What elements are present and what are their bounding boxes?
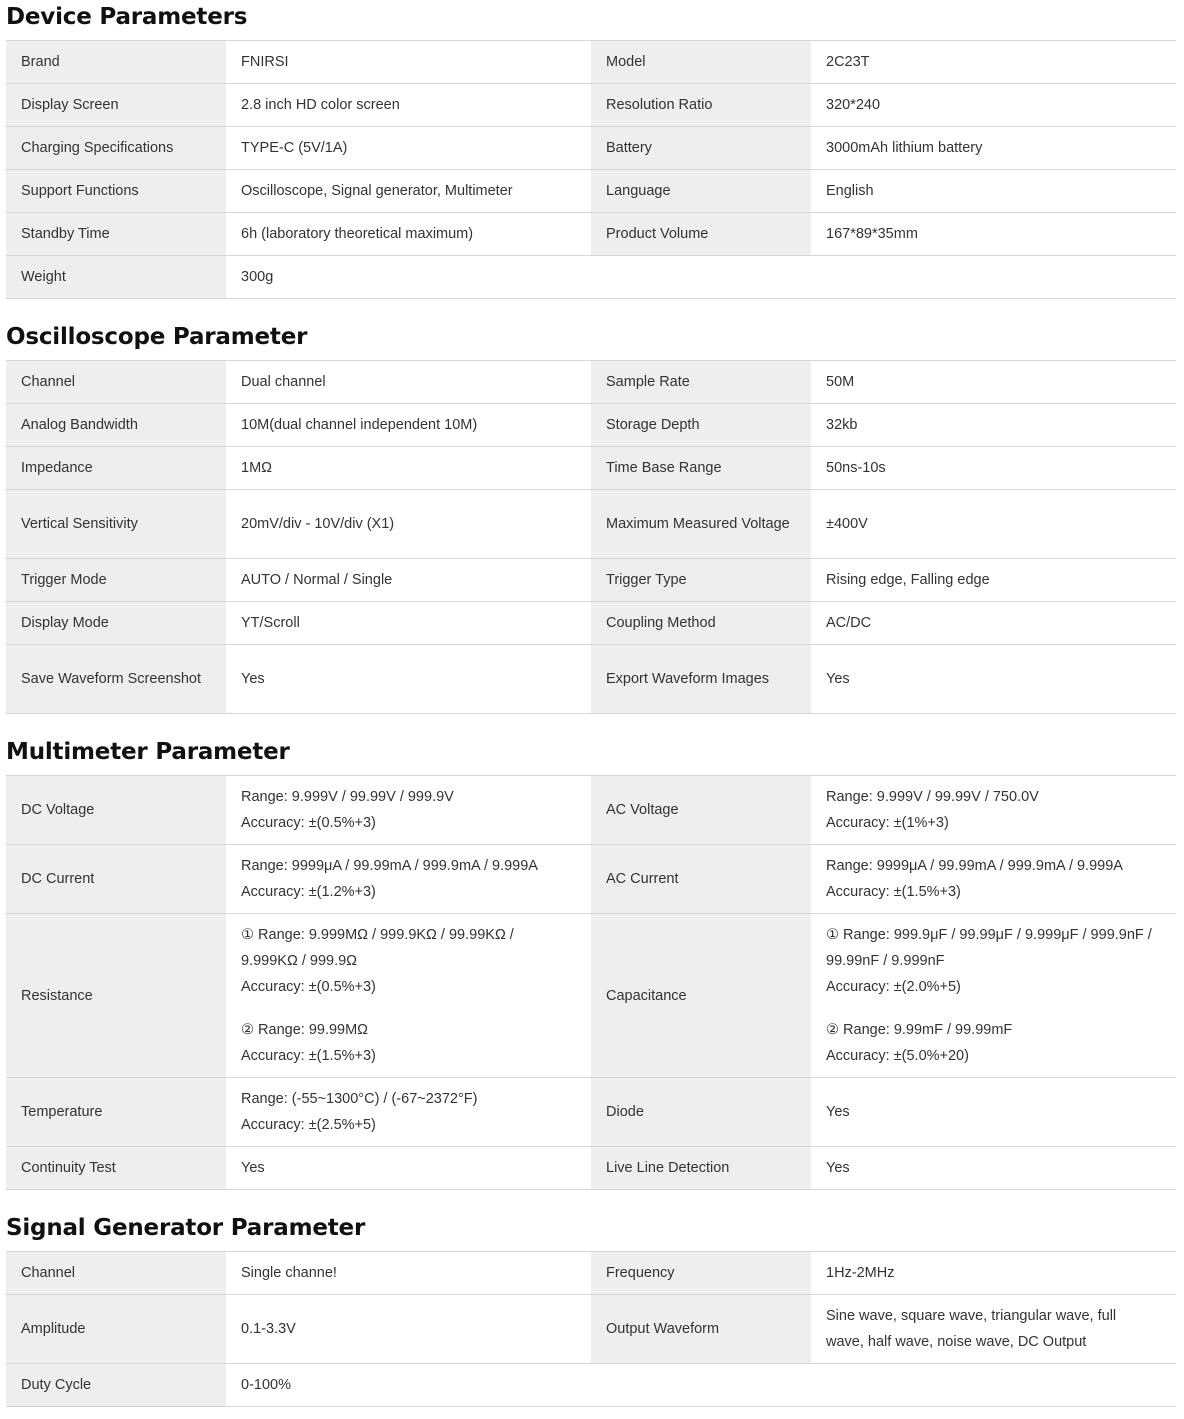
accuracy-text: Accuracy: ±(5.0%+20) [826, 1048, 969, 1064]
spec-value: 0.1-3.3V [226, 1295, 591, 1364]
multimeter-parameter-title: Multimeter Parameter [6, 739, 290, 765]
table-row [6, 1078, 1176, 1147]
spec-label: DC Voltage [6, 776, 226, 845]
range-text: ② Range: 99.99MΩ [241, 1022, 369, 1038]
spec-value: ±400V [811, 490, 1176, 559]
empty-cell [811, 256, 1176, 299]
device-parameters-table [6, 40, 1176, 299]
spec-value: 320*240 [811, 84, 1176, 127]
spec-label: Analog Bandwidth [6, 404, 226, 447]
accuracy-text: Accuracy: ±(1.5%+3) [826, 884, 961, 900]
oscilloscope-parameter-title: Oscilloscope Parameter [6, 324, 308, 350]
spec-label: DC Current [6, 845, 226, 914]
spec-value: AC/DC [811, 602, 1176, 645]
waveform-text: wave, half wave, noise wave, DC Output [826, 1334, 1087, 1350]
spec-value: 1MΩ [226, 447, 591, 490]
spec-label: Output Waveform [591, 1295, 811, 1364]
spec-value: Rising edge, Falling edge [811, 559, 1176, 602]
spec-value [226, 1078, 591, 1147]
spacer [241, 1000, 576, 1017]
empty-cell [591, 256, 811, 299]
range-text: Range: 9.999V / 99.99V / 750.0V [826, 789, 1039, 805]
spec-value [226, 845, 591, 914]
spec-label: Maximum Measured Voltage [591, 490, 811, 559]
spec-label: Resolution Ratio [591, 84, 811, 127]
spec-value: 6h (laboratory theoretical maximum) [226, 213, 591, 256]
spec-value: AUTO / Normal / Single [226, 559, 591, 602]
spec-value [226, 776, 591, 845]
spec-value [811, 914, 1176, 1078]
spec-label: Continuity Test [6, 1147, 226, 1190]
range-text: ① Range: 9.999MΩ / 999.9KΩ / 99.99KΩ / [241, 927, 514, 943]
signal-generator-parameter-table [6, 1251, 1176, 1407]
spec-label: Storage Depth [591, 404, 811, 447]
spec-value: Dual channel [226, 361, 591, 404]
spec-value: YT/Scroll [226, 602, 591, 645]
spec-label: Coupling Method [591, 602, 811, 645]
spec-label: Battery [591, 127, 811, 170]
spec-label: Vertical Sensitivity [6, 490, 226, 559]
empty-cell [811, 1364, 1176, 1407]
accuracy-text: Accuracy: ±(1%+3) [826, 815, 949, 831]
spec-label: Sample Rate [591, 361, 811, 404]
spec-label: AC Voltage [591, 776, 811, 845]
spec-value: 167*89*35mm [811, 213, 1176, 256]
spec-label: Export Waveform Images [591, 645, 811, 714]
spec-label: Resistance [6, 914, 226, 1078]
range-text: Range: 9999μA / 99.99mA / 999.9mA / 9.999A [826, 858, 1123, 874]
spec-label: Live Line Detection [591, 1147, 811, 1190]
spec-value: Yes [811, 1078, 1176, 1147]
spec-label: Charging Specifications [6, 127, 226, 170]
accuracy-text: Accuracy: ±(1.5%+3) [241, 1048, 376, 1064]
table-row [6, 645, 1176, 714]
oscilloscope-parameter-table [6, 360, 1176, 714]
spec-label: Brand [6, 41, 226, 84]
table-row [6, 1147, 1176, 1190]
range-text: Range: 9999μA / 99.99mA / 999.9mA / 9.999A [241, 858, 538, 874]
table-row [6, 127, 1176, 170]
spec-label: Support Functions [6, 170, 226, 213]
spec-value: English [811, 170, 1176, 213]
range-text: ① Range: 999.9μF / 99.99μF / 9.999μF / 999.9nF / [826, 927, 1152, 943]
spec-label: Save Waveform Screenshot [6, 645, 226, 714]
table-row [6, 361, 1176, 404]
spec-value: Yes [226, 1147, 591, 1190]
spec-label: Model [591, 41, 811, 84]
device-parameters-title: Device Parameters [6, 4, 248, 30]
table-row [6, 1252, 1176, 1295]
spec-value [811, 845, 1176, 914]
multimeter-parameter-table [6, 775, 1176, 1190]
range-text: ② Range: 9.99mF / 99.99mF [826, 1022, 1013, 1038]
table-row [6, 256, 1176, 299]
spec-value [226, 914, 591, 1078]
signal-generator-parameter-title: Signal Generator Parameter [6, 1215, 366, 1241]
spec-label: Amplitude [6, 1295, 226, 1364]
spec-value [811, 776, 1176, 845]
spec-value: 20mV/div - 10V/div (X1) [226, 490, 591, 559]
spec-label: Trigger Mode [6, 559, 226, 602]
spec-value: TYPE-C (5V/1A) [226, 127, 591, 170]
spec-label: Display Mode [6, 602, 226, 645]
accuracy-text: Accuracy: ±(1.2%+3) [241, 884, 376, 900]
empty-cell [591, 1364, 811, 1407]
spec-label: Channel [6, 1252, 226, 1295]
table-row [6, 404, 1176, 447]
spec-value: 2C23T [811, 41, 1176, 84]
spec-label: Diode [591, 1078, 811, 1147]
table-row [6, 602, 1176, 645]
spec-label: Display Screen [6, 84, 226, 127]
spec-label: AC Current [591, 845, 811, 914]
spec-label: Time Base Range [591, 447, 811, 490]
range-text: 99.99nF / 9.999nF [826, 953, 945, 969]
spec-value: 10M(dual channel independent 10M) [226, 404, 591, 447]
spec-label: Product Volume [591, 213, 811, 256]
table-row [6, 447, 1176, 490]
spec-label: Temperature [6, 1078, 226, 1147]
waveform-text: Sine wave, square wave, triangular wave, full [826, 1308, 1117, 1324]
table-row [6, 490, 1176, 559]
spec-value: Yes [811, 645, 1176, 714]
accuracy-text: Accuracy: ±(2.5%+5) [241, 1117, 376, 1133]
table-row [6, 1295, 1176, 1364]
range-text: Range: 9.999V / 99.99V / 999.9V [241, 789, 454, 805]
spec-label: Standby Time [6, 213, 226, 256]
spec-value: Yes [226, 645, 591, 714]
range-text: 9.999KΩ / 999.9Ω [241, 953, 358, 969]
spacer [826, 1000, 1161, 1017]
spec-value: 0-100% [226, 1364, 591, 1407]
spec-value: 50ns-10s [811, 447, 1176, 490]
spec-value: 2.8 inch HD color screen [226, 84, 591, 127]
table-row [6, 41, 1176, 84]
table-row [6, 559, 1176, 602]
spec-label: Channel [6, 361, 226, 404]
table-row [6, 170, 1176, 213]
spec-value: 1Hz-2MHz [811, 1252, 1176, 1295]
spec-value: FNIRSI [226, 41, 591, 84]
spec-label: Trigger Type [591, 559, 811, 602]
spec-value: 50M [811, 361, 1176, 404]
range-text: Range: (-55~1300°C) / (-67~2372°F) [241, 1091, 478, 1107]
spec-label: Impedance [6, 447, 226, 490]
spec-label: Capacitance [591, 914, 811, 1078]
table-row [6, 213, 1176, 256]
spec-value: 300g [226, 256, 591, 299]
table-row [6, 1364, 1176, 1407]
table-row [6, 914, 1176, 1078]
spec-value: 32kb [811, 404, 1176, 447]
spec-label: Frequency [591, 1252, 811, 1295]
accuracy-text: Accuracy: ±(0.5%+3) [241, 979, 376, 995]
accuracy-text: Accuracy: ±(2.0%+5) [826, 979, 961, 995]
spec-value: 3000mAh lithium battery [811, 127, 1176, 170]
spec-label: Duty Cycle [6, 1364, 226, 1407]
spec-label: Weight [6, 256, 226, 299]
spec-value: Single channe! [226, 1252, 591, 1295]
spec-value: Oscilloscope, Signal generator, Multimeter [226, 170, 591, 213]
accuracy-text: Accuracy: ±(0.5%+3) [241, 815, 376, 831]
table-row [6, 845, 1176, 914]
spec-value: Yes [811, 1147, 1176, 1190]
table-row [6, 84, 1176, 127]
table-row [6, 776, 1176, 845]
spec-label: Language [591, 170, 811, 213]
spec-value [811, 1295, 1176, 1364]
